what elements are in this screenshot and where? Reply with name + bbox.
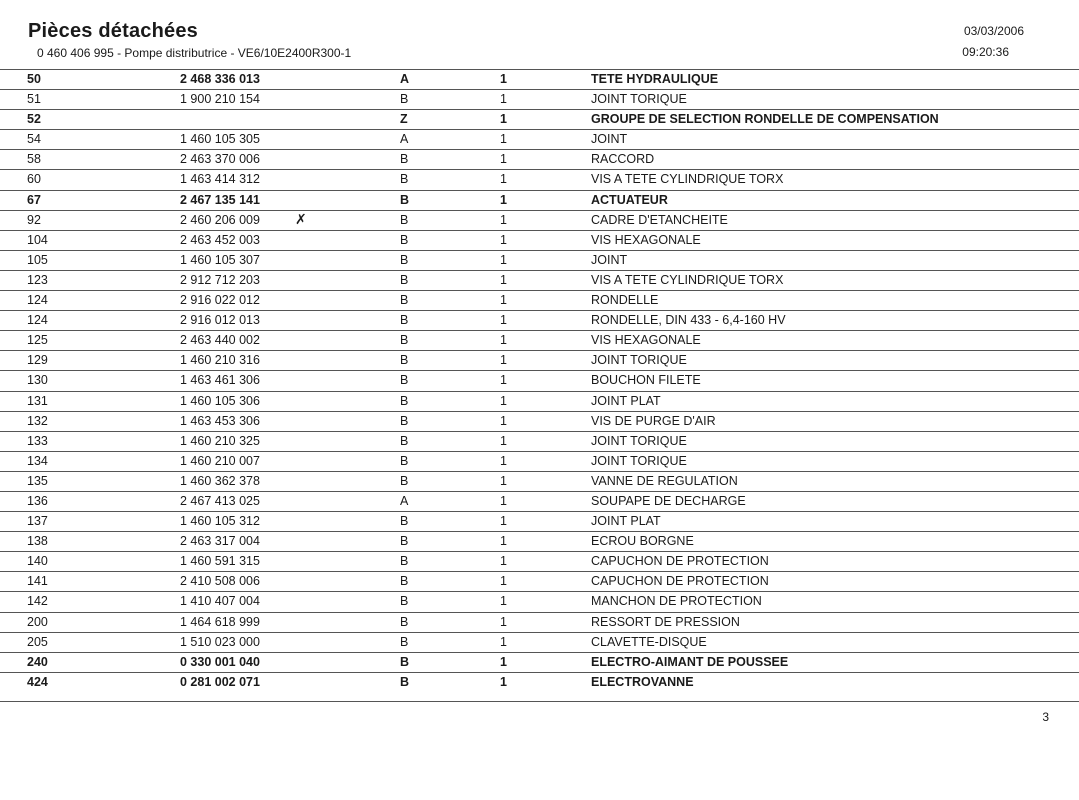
parts-list <box>0 69 1079 692</box>
print-date: 03/03/2006 <box>963 24 1024 38</box>
row-description: RONDELLE, DIN 433 - 6,4-160 HV <box>591 313 786 328</box>
row-part-number: 0 281 002 071 <box>180 674 260 689</box>
row-description: JOINT TORIQUE <box>591 92 687 107</box>
row-class: B <box>400 554 409 569</box>
row-class: B <box>400 574 409 589</box>
row-class: B <box>400 614 409 629</box>
row-quantity: 1 <box>500 112 507 127</box>
row-part-number: 1 463 453 306 <box>180 413 260 428</box>
row-description: JOINT <box>591 252 628 267</box>
row-part-number: 2 467 413 025 <box>180 493 260 508</box>
row-class: B <box>400 634 409 649</box>
row-quantity: 1 <box>500 514 507 529</box>
row-quantity: 1 <box>500 473 507 488</box>
row-class: B <box>400 514 409 529</box>
table-row <box>0 632 1079 652</box>
row-position: 105 <box>27 252 48 267</box>
row-description: CADRE D'ETANCHEITE <box>591 212 728 227</box>
row-part-number: 1 460 362 378 <box>180 473 260 488</box>
row-description: CLAVETTE-DISQUE <box>591 634 707 649</box>
row-position: 58 <box>27 152 41 167</box>
row-quantity: 1 <box>500 654 507 669</box>
row-quantity: 1 <box>500 92 507 107</box>
row-position: 125 <box>27 333 48 348</box>
row-description: CAPUCHON DE PROTECTION <box>591 574 769 589</box>
row-quantity: 1 <box>500 293 507 308</box>
row-part-number: 2 468 336 013 <box>180 72 260 86</box>
row-description: VIS DE PURGE D'AIR <box>591 413 716 428</box>
table-row <box>0 672 1079 692</box>
row-description: JOINT TORIQUE <box>591 453 687 468</box>
table-row <box>0 451 1079 471</box>
table-row <box>0 591 1079 611</box>
row-quantity: 1 <box>500 353 507 368</box>
row-part-number: 2 463 452 003 <box>180 232 260 247</box>
table-row <box>0 411 1079 431</box>
row-class: B <box>400 252 409 267</box>
row-position: 129 <box>27 353 48 368</box>
table-row <box>0 190 1079 210</box>
row-quantity: 1 <box>500 72 507 86</box>
row-class: B <box>400 473 409 488</box>
row-part-number: 1 463 414 312 <box>180 172 260 187</box>
row-part-number: 1 464 618 999 <box>180 614 260 629</box>
table-row <box>0 310 1079 330</box>
row-position: 134 <box>27 453 48 468</box>
row-part-number: 1 510 023 000 <box>180 634 260 649</box>
row-part-number: 1 410 407 004 <box>180 594 260 609</box>
row-class: B <box>400 172 409 187</box>
print-time: 09:20:36 <box>962 45 1009 59</box>
row-part-number: 1 460 105 305 <box>180 132 260 147</box>
table-row <box>0 330 1079 350</box>
row-part-number: 0 330 001 040 <box>180 654 260 669</box>
row-position: 140 <box>27 554 48 569</box>
row-position: 124 <box>27 293 48 308</box>
row-position: 123 <box>27 272 48 287</box>
row-position: 51 <box>27 92 41 107</box>
row-class: B <box>400 192 410 207</box>
row-description: RESSORT DE PRESSION <box>591 614 740 629</box>
row-description: MANCHON DE PROTECTION <box>591 594 762 609</box>
row-position: 50 <box>27 72 41 86</box>
table-row <box>0 149 1079 169</box>
row-description: VIS A TETE CYLINDRIQUE TORX <box>591 172 784 187</box>
row-quantity: 1 <box>500 272 507 287</box>
row-description: JOINT PLAT <box>591 393 661 408</box>
row-class: B <box>400 453 409 468</box>
row-class: B <box>400 232 409 247</box>
row-description: JOINT TORIQUE <box>591 433 687 448</box>
row-quantity: 1 <box>500 252 507 267</box>
row-part-number: 1 460 210 325 <box>180 433 260 448</box>
row-class: B <box>400 594 409 609</box>
row-description: JOINT PLAT <box>591 514 661 529</box>
row-class: B <box>400 272 409 287</box>
row-part-number: 2 916 022 012 <box>180 293 260 308</box>
table-row <box>0 350 1079 370</box>
row-class: A <box>400 132 409 147</box>
row-description: TETE HYDRAULIQUE <box>591 72 719 86</box>
table-row <box>0 491 1079 511</box>
table-row <box>0 109 1079 129</box>
row-description: SOUPAPE DE DECHARGE <box>591 493 746 508</box>
row-position: 54 <box>27 132 41 147</box>
row-part-number: 2 460 206 009 <box>180 212 260 227</box>
page-number: 3 <box>1042 710 1049 724</box>
row-position: 130 <box>27 373 48 388</box>
table-row <box>0 551 1079 571</box>
row-position: 60 <box>27 172 41 187</box>
row-position: 141 <box>27 574 48 589</box>
table-row <box>0 652 1079 672</box>
row-class: B <box>400 674 410 689</box>
table-bottom-rule <box>0 701 1079 702</box>
row-class: B <box>400 413 409 428</box>
row-description: VIS A TETE CYLINDRIQUE TORX <box>591 272 784 287</box>
row-part-number: 2 410 508 006 <box>180 574 260 589</box>
row-position: 104 <box>27 232 48 247</box>
row-position: 138 <box>27 534 48 549</box>
row-class: B <box>400 353 409 368</box>
table-row <box>0 471 1079 491</box>
table-row <box>0 531 1079 551</box>
row-part-number: 1 460 105 307 <box>180 252 260 267</box>
table-row <box>0 250 1079 270</box>
row-part-number: 2 463 317 004 <box>180 534 260 549</box>
row-quantity: 1 <box>500 534 507 549</box>
table-row <box>0 391 1079 411</box>
row-position: 67 <box>27 192 41 207</box>
row-class: B <box>400 654 410 669</box>
row-class: B <box>400 212 409 227</box>
table-row <box>0 129 1079 149</box>
row-position: 135 <box>27 473 48 488</box>
row-part-number: 2 463 370 006 <box>180 152 260 167</box>
row-class: B <box>400 333 409 348</box>
row-quantity: 1 <box>500 433 507 448</box>
row-description: ELECTROVANNE <box>591 674 694 689</box>
row-part-number: 1 460 105 306 <box>180 393 260 408</box>
row-quantity: 1 <box>500 393 507 408</box>
page-title: Pièces détachées <box>28 20 198 42</box>
row-quantity: 1 <box>500 313 507 328</box>
row-description: ACTUATEUR <box>591 192 668 207</box>
row-description: JOINT TORIQUE <box>591 353 687 368</box>
row-part-number: 1 460 210 316 <box>180 353 260 368</box>
row-description: VIS HEXAGONALE <box>591 333 701 348</box>
row-position: 92 <box>27 212 41 227</box>
row-class: B <box>400 534 409 549</box>
row-class: B <box>400 433 409 448</box>
row-quantity: 1 <box>500 614 507 629</box>
row-quantity: 1 <box>500 373 507 388</box>
row-description: RONDELLE <box>591 293 659 308</box>
row-quantity: 1 <box>500 333 507 348</box>
row-position: 132 <box>27 413 48 428</box>
row-class: B <box>400 313 409 328</box>
document-subtitle: 0 460 406 995 - Pompe distributrice - VE6/10E2400R300-1 <box>37 46 352 60</box>
table-row <box>0 270 1079 290</box>
row-position: 240 <box>27 654 48 669</box>
table-row <box>0 69 1079 89</box>
row-description: CAPUCHON DE PROTECTION <box>591 554 769 569</box>
row-description: ELECTRO-AIMANT DE POUSSEE <box>591 654 789 669</box>
row-quantity: 1 <box>500 152 507 167</box>
row-position: 200 <box>27 614 48 629</box>
row-quantity: 1 <box>500 594 507 609</box>
row-description: JOINT <box>591 132 628 147</box>
row-part-number: 1 463 461 306 <box>180 373 260 388</box>
row-class: B <box>400 373 409 388</box>
row-quantity: 1 <box>500 132 507 147</box>
row-description: BOUCHON FILETE <box>591 373 701 388</box>
row-class: B <box>400 92 409 107</box>
row-quantity: 1 <box>500 453 507 468</box>
row-position: 136 <box>27 493 48 508</box>
row-class: B <box>400 152 409 167</box>
row-position: 52 <box>27 112 41 127</box>
row-part-number: 1 460 105 312 <box>180 514 260 529</box>
row-description: VIS HEXAGONALE <box>591 232 701 247</box>
handwritten-check-mark: ✗ <box>295 210 307 227</box>
table-row <box>0 431 1079 451</box>
row-part-number: 1 460 591 315 <box>180 554 260 569</box>
row-description: RACCORD <box>591 152 655 167</box>
table-row <box>0 210 1079 230</box>
row-part-number: 2 463 440 002 <box>180 333 260 348</box>
row-part-number: 1 460 210 007 <box>180 453 260 468</box>
row-quantity: 1 <box>500 413 507 428</box>
table-row <box>0 89 1079 109</box>
row-part-number: 1 900 210 154 <box>180 92 260 107</box>
row-description: GROUPE DE SELECTION RONDELLE DE COMPENSATION <box>591 112 939 127</box>
row-quantity: 1 <box>500 172 507 187</box>
row-quantity: 1 <box>500 554 507 569</box>
row-class: A <box>400 72 410 86</box>
table-row <box>0 169 1079 189</box>
row-quantity: 1 <box>500 192 507 207</box>
row-position: 133 <box>27 433 48 448</box>
row-part-number: 2 916 012 013 <box>180 313 260 328</box>
table-row <box>0 571 1079 591</box>
row-class: B <box>400 293 409 308</box>
row-quantity: 1 <box>500 232 507 247</box>
row-position: 205 <box>27 634 48 649</box>
row-quantity: 1 <box>500 674 507 689</box>
table-row <box>0 612 1079 632</box>
row-position: 137 <box>27 514 48 529</box>
row-quantity: 1 <box>500 574 507 589</box>
row-position: 424 <box>27 674 48 689</box>
row-position: 124 <box>27 313 48 328</box>
row-quantity: 1 <box>500 634 507 649</box>
row-part-number: 2 467 135 141 <box>180 192 260 207</box>
table-row <box>0 511 1079 531</box>
row-part-number: 2 912 712 203 <box>180 272 260 287</box>
row-class: Z <box>400 112 408 127</box>
row-quantity: 1 <box>500 212 507 227</box>
row-class: B <box>400 393 409 408</box>
row-position: 142 <box>27 594 48 609</box>
row-description: ECROU BORGNE <box>591 534 694 549</box>
table-row <box>0 290 1079 310</box>
table-row <box>0 370 1079 390</box>
table-row <box>0 230 1079 250</box>
row-class: A <box>400 493 409 508</box>
row-quantity: 1 <box>500 493 507 508</box>
row-position: 131 <box>27 393 48 408</box>
row-description: VANNE DE REGULATION <box>591 473 738 488</box>
